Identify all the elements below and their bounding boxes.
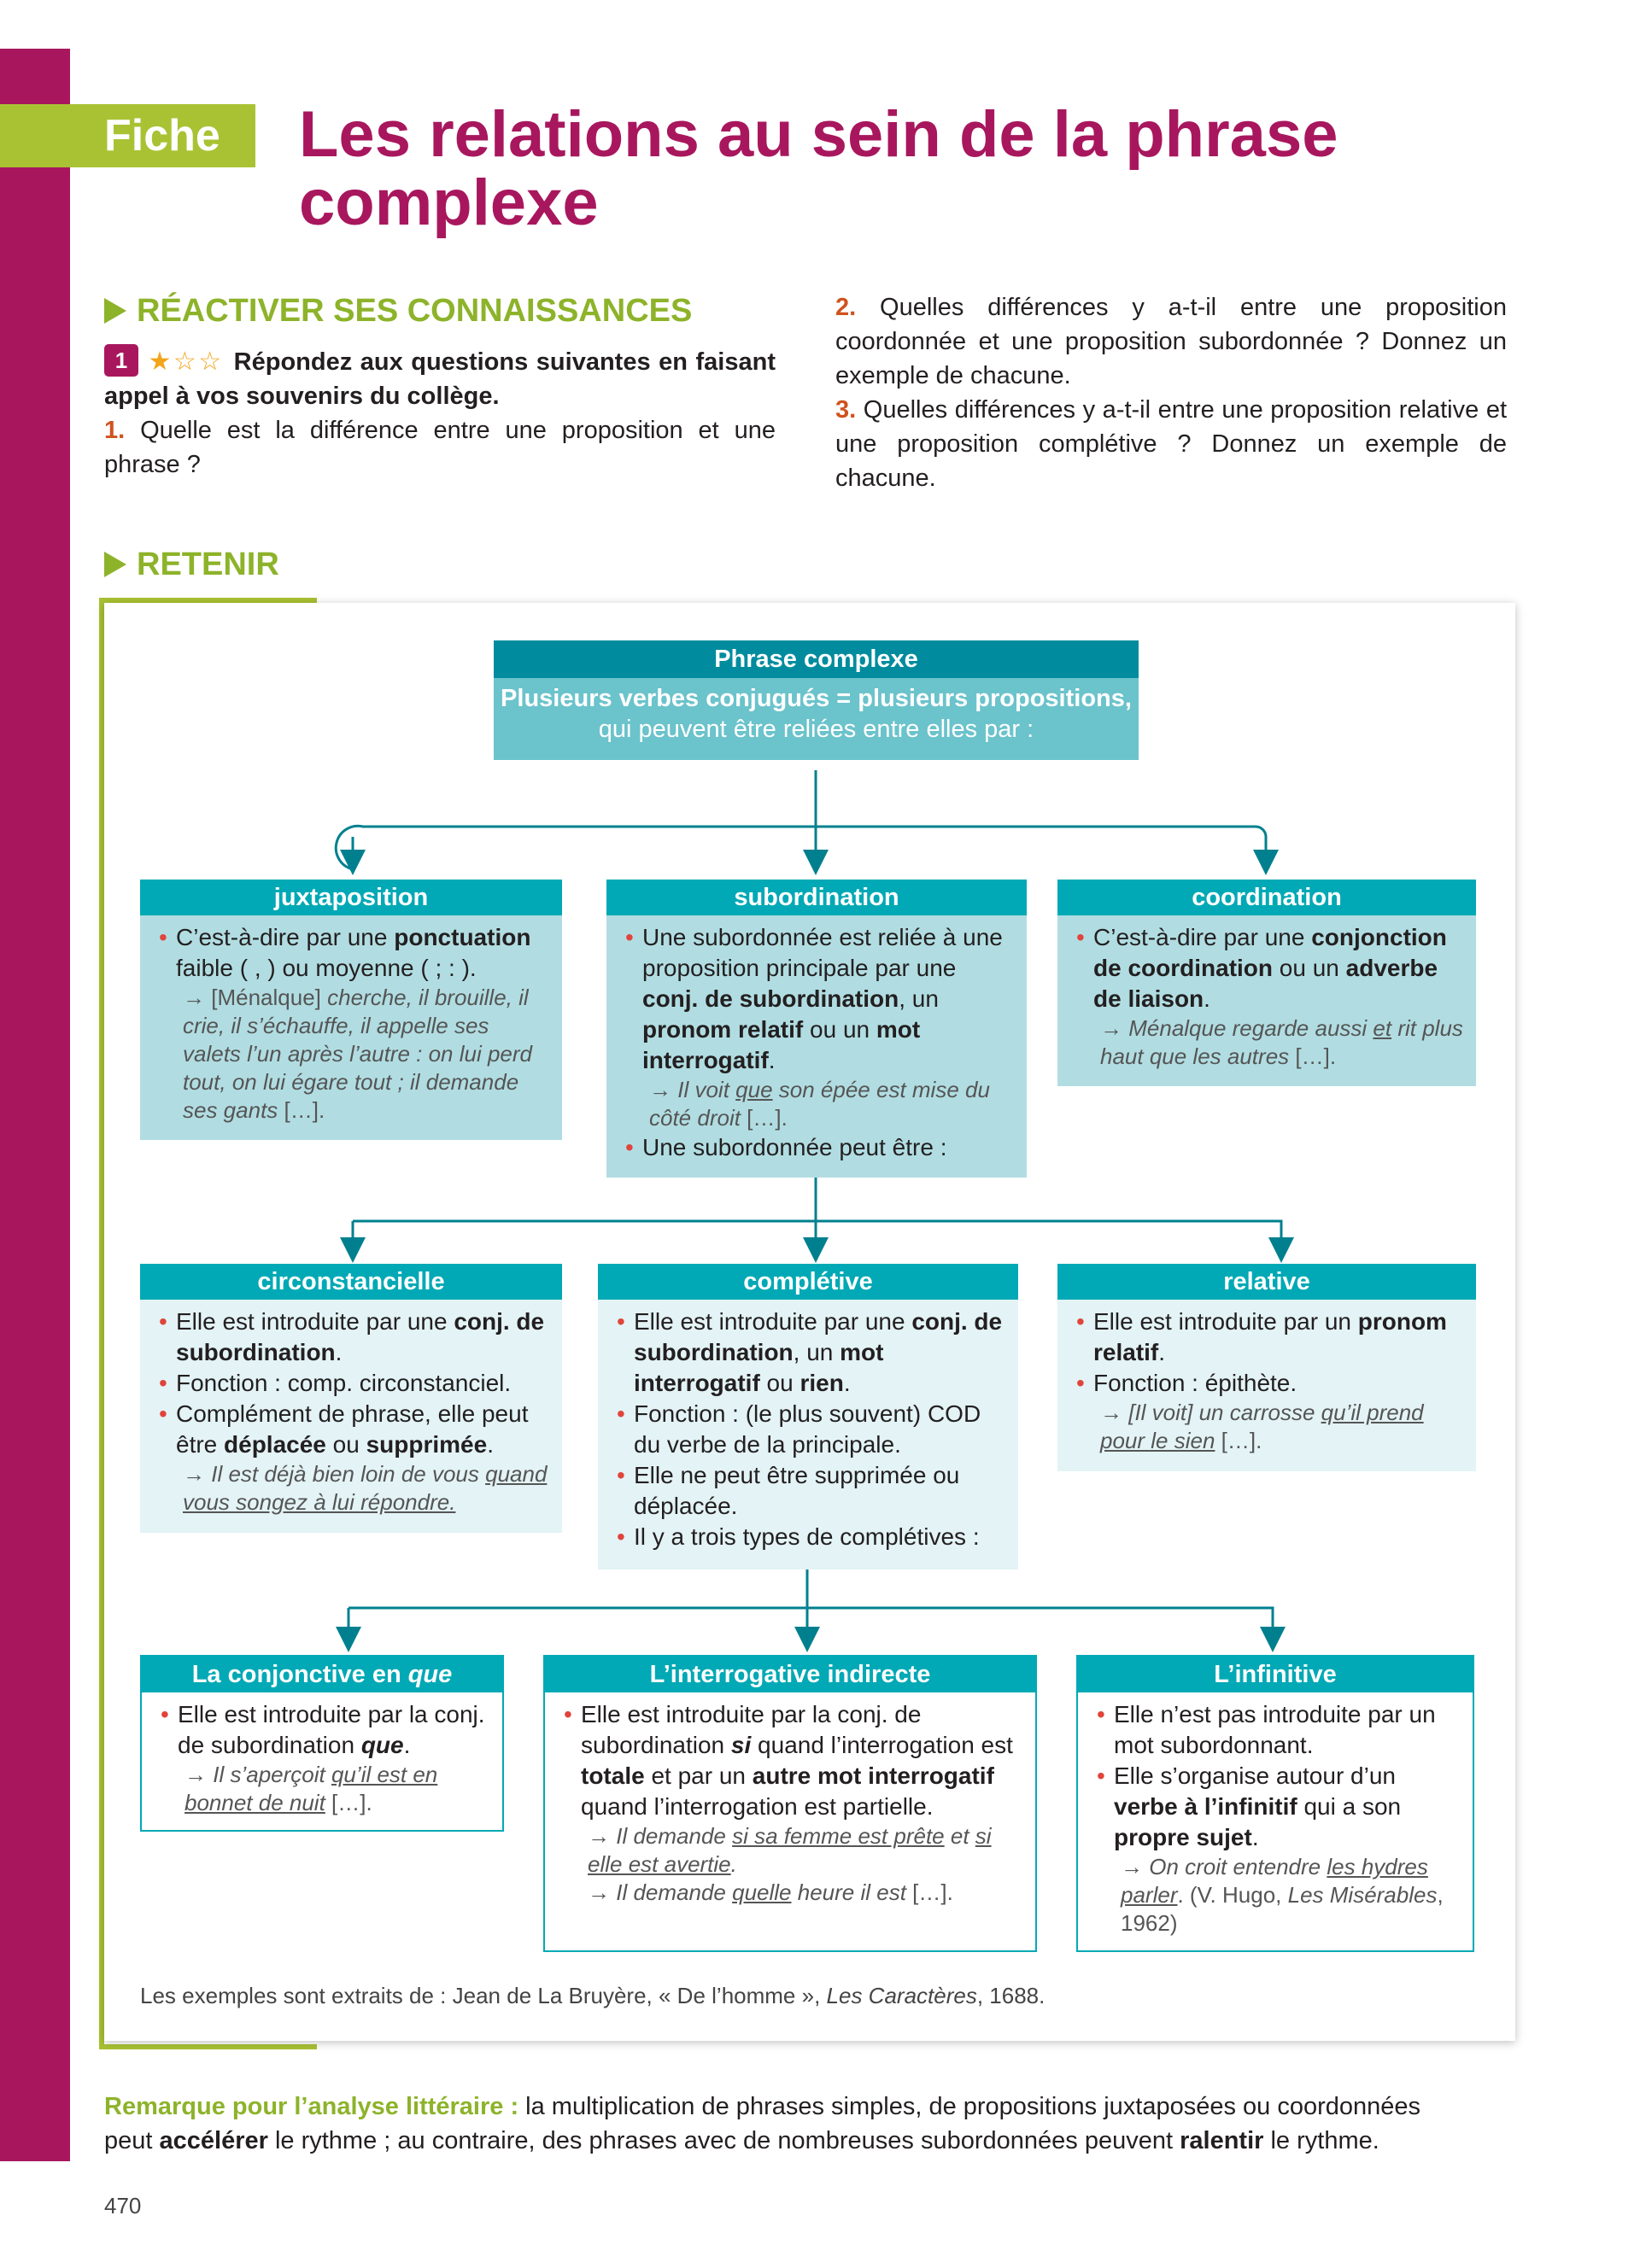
infinitive-title: L’infinitive — [1078, 1657, 1473, 1692]
difficulty-stars-icon: ★☆☆ — [147, 348, 224, 376]
remark-label: Remarque pour l’analyse littéraire : — [104, 2093, 519, 2120]
subordination-example: → Il voit que son épée est mise du côté droit […]. — [649, 1077, 990, 1131]
completive-bullet-4: • Il y a trois types de complétives : — [617, 1522, 1006, 1552]
question-2-number: 2. — [835, 294, 857, 321]
phrase-complexe-body — [494, 678, 1139, 760]
conjonctive-bullet-1: • Elle est introduite par la conj. de subordination que. — [161, 1699, 490, 1761]
examples-source: Les exemples sont extraits de : Jean de La Bruyère, « De l’homme », Les Caractères, 1688. — [140, 1983, 1046, 2008]
question-2: Quelles différences y a-t-il entre une proposition coordonnée et une proposition subordonnée ? Donnez un exemple de chacune. — [835, 294, 1507, 389]
connector-level3 — [348, 1608, 1273, 1640]
circonstancielle-bullet-3: • Complément de phrase, elle peut être déplacée ou supprimée. — [159, 1399, 550, 1460]
reactiver-heading-text: RÉACTIVER SES CONNAISSANCES — [137, 293, 693, 329]
phrase-complexe-line2: qui peuvent être reliées entre elles par : — [598, 716, 1034, 743]
relative-example: → [Il voit] un carrosse qu’il prend pour le sien […]. — [1100, 1400, 1424, 1453]
interrogative-bullet-1: • Elle est introduite par la conj. de subordination si quand l’interrogation est totale et par un autre mot interrogatif quand l’interrogation est partielle. — [564, 1699, 1023, 1822]
circonstancielle-bullet-1: • Elle est introduite par une conj. de subordination. — [159, 1306, 550, 1368]
question-3-number: 3. — [835, 396, 857, 424]
completive-box — [598, 1264, 1018, 1569]
infinitive-bullet-2: • Elle s’organise autour d’un verbe à l’infinitif qui a son propre sujet. — [1097, 1761, 1461, 1853]
completive-title: complétive — [598, 1264, 1018, 1300]
circonstancielle-example: → Il est déjà bien loin de vous quand vous songez à lui répondre. — [183, 1461, 548, 1515]
coordination-box — [1057, 880, 1476, 1086]
phrase-complexe-line1: Plusieurs verbes conjugués = plusieurs propositions, — [501, 685, 1132, 712]
phrase-complexe-title: Phrase complexe — [494, 640, 1139, 678]
relative-bullet-2: • Fonction : épithète. — [1076, 1368, 1464, 1399]
connector-level1 — [336, 826, 1266, 869]
infinitive-box — [1076, 1655, 1474, 1952]
retenir-heading-text: RETENIR — [137, 547, 279, 582]
juxtaposition-box — [140, 880, 562, 1140]
question-1: Quelle est la différence entre une proposition et une phrase ? — [104, 417, 776, 478]
circonstancielle-title: circonstancielle — [140, 1264, 562, 1300]
completive-bullet-3: • Elle ne peut être supprimée ou déplacée. — [617, 1460, 1006, 1522]
conjonctive-box — [140, 1655, 504, 1832]
subordination-bullet-2: • Une subordonnée peut être : — [625, 1132, 1015, 1163]
question-1-number: 1. — [104, 417, 126, 444]
circonstancielle-bullet-2: • Fonction : comp. circonstanciel. — [159, 1368, 550, 1399]
conjonctive-title: La conjonctive en que — [142, 1657, 502, 1692]
juxtaposition-example: → [Ménalque] cherche, il brouille, il crie, il s’échauffe, il appelle ses valets l’un après l’autre : on lui perd tout, on lui égare tout ; il demande ses gants […]. — [183, 985, 533, 1123]
coordination-example: → Ménalque regarde aussi et rit plus haut que les autres […]. — [1100, 1015, 1463, 1069]
remark-analyse-litteraire: Remarque pour l’analyse littéraire : la multiplication de phrases simples, de propositions juxtaposées ou coordonnées peut accélérer le rythme ; au contraire, des phrases avec de nombreuses subordonnées peuvent ralentir le rythme. — [104, 2093, 1421, 2154]
relative-bullet-1: • Elle est introduite par un pronom relatif. — [1076, 1306, 1464, 1368]
infinitive-example: → On croit entendre les hydres parler. (V. Hugo, Les Misérables, 1962) — [1121, 1854, 1444, 1936]
subordination-title: subordination — [606, 880, 1027, 915]
interrogative-example-1: → Il demande si sa femme est prête et si elle est avertie. — [588, 1823, 992, 1877]
subordination-bullet-1: • Une subordonnée est reliée à une proposition principale par une conj. de subordination, un pronom relatif ou un mot interrogatif. — [625, 922, 1015, 1076]
exercise-instruction: Répondez aux questions suivantes en faisant appel à vos souvenirs du collège. — [104, 348, 776, 410]
circonstancielle-box — [140, 1264, 562, 1533]
coordination-title: coordination — [1057, 880, 1476, 915]
page-title: Les relations au sein de la phrase complexe — [299, 98, 1338, 239]
question-3: Quelles différences y a-t-il entre une proposition relative et une proposition complétive ? Donnez un exemple de chacune. — [835, 396, 1508, 492]
interrogative-title: L’interrogative indirecte — [545, 1657, 1035, 1692]
conjonctive-example: → Il s’aperçoit qu’il est en bonnet de nuit […]. — [184, 1762, 438, 1815]
infinitive-bullet-1: • Elle n’est pas introduite par un mot subordonnant. — [1097, 1699, 1461, 1761]
juxtaposition-title: juxtaposition — [140, 880, 562, 915]
page-number: 470 — [104, 2193, 142, 2218]
interrogative-example-2: → Il demande quelle heure il est […]. — [588, 1879, 953, 1905]
coordination-bullet-1: • C’est-à-dire par une conjonction de coordination ou un adverbe de liaison. — [1076, 922, 1464, 1014]
phrase-complexe-box — [494, 640, 1139, 770]
interrogative-box — [543, 1655, 1037, 1952]
completive-bullet-1: • Elle est introduite par une conj. de subordination, un mot interrogatif ou rien. — [617, 1306, 1006, 1399]
exercise-number-badge: 1 — [104, 344, 138, 377]
juxtaposition-bullet-1: • C’est-à-dire par une ponctuation faible ( , ) ou moyenne ( ; : ). — [159, 922, 550, 984]
subordination-box — [606, 880, 1027, 1178]
completive-bullet-2: • Fonction : (le plus souvent) COD du verbe de la principale. — [617, 1399, 1006, 1460]
relative-box — [1057, 1264, 1476, 1471]
fiche-label: Fiche 9 — [0, 104, 255, 167]
relative-title: relative — [1057, 1264, 1476, 1300]
